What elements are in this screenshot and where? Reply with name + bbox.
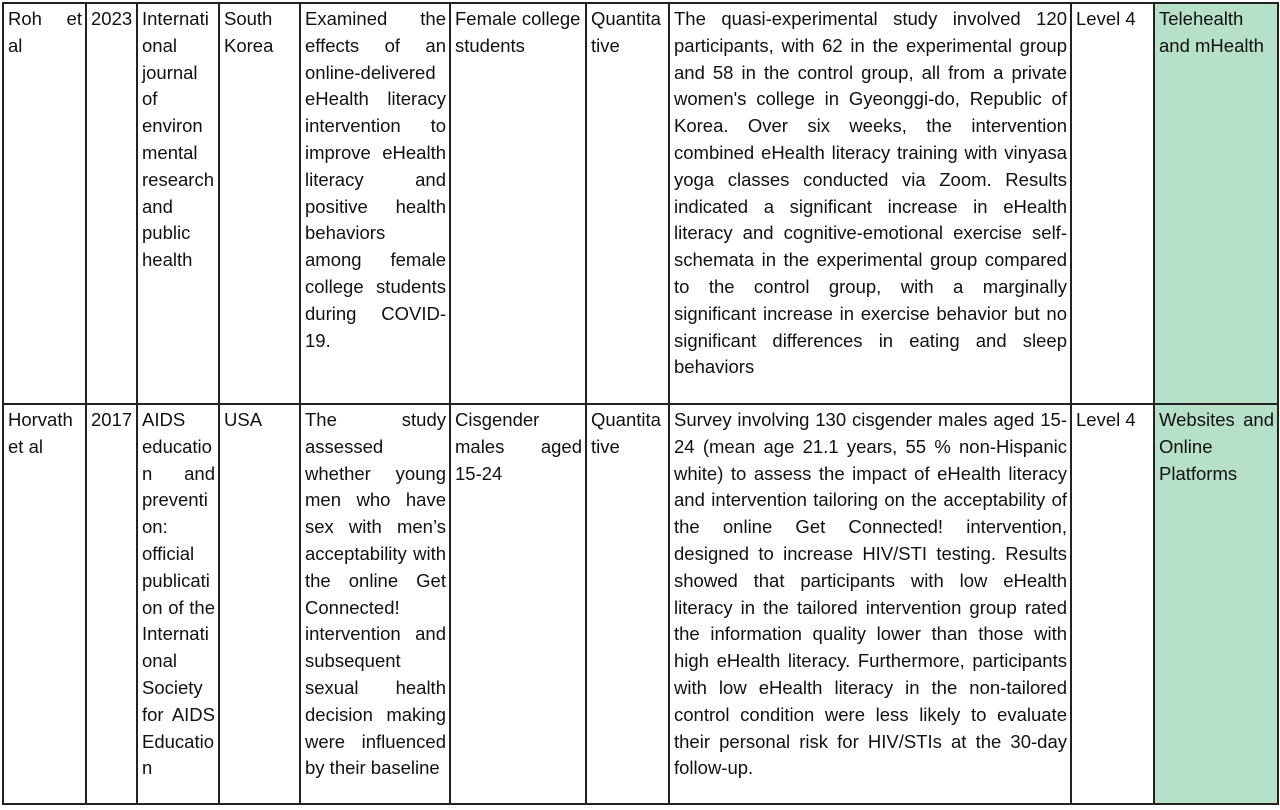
table-row [3,3,1278,404]
category-cell: Websites and Online Platforms [1154,404,1278,804]
summary-cell: Survey involving 130 cisgender males aged 15-24 (mean age 21.1 years, 55 % non-Hispanic white) to assess the impact of eHealth literacy and intervention tailoring on the acceptability of the online Get Connected! intervention, designed to increase HIV/STI testing. Results showed that participants with low eHealth literacy in the tailored intervention group rated the information quality lower than those with high eHealth literacy. Furthermore, participants with low eHealth literacy in the non-tailored control condition were less likely to evaluate their personal risk for HIV/STIs at the 30-day follow-up. [669,404,1071,804]
year-cell: 2017 [86,404,137,804]
aim-cell: Examined the effects of an online-delivered eHealth literacy intervention to improve eHealth literacy and positive health behaviors among female college students during COVID-19. [300,3,450,404]
design-cell: Quantitative [586,404,669,804]
aim-cell: The study assessed whether young men who have sex with men’s acceptability with the online Get Connected! intervention and subsequent sexual health decision making were influenced by their baseline [300,404,450,804]
population-cell: Cisgender males aged 15-24 [450,404,586,804]
country-cell: USA [219,404,300,804]
country-cell: South Korea [219,3,300,404]
category-cell: Telehealth and mHealth [1154,3,1278,404]
author-cell: Horvath et al [3,404,86,804]
literature-review-table [2,2,1279,805]
journal-cell: AIDS education and prevention: official publication of the International Society for AIDS Education [137,404,219,804]
journal-cell: International journal of environmental research and public health [137,3,219,404]
year-cell: 2023 [86,3,137,404]
evidence-level-cell: Level 4 [1071,404,1154,804]
design-cell: Quantitative [586,3,669,404]
author-cell: Roh et al [3,3,86,404]
evidence-level-cell: Level 4 [1071,3,1154,404]
table-row [3,404,1278,804]
summary-cell: The quasi-experimental study involved 120 participants, with 62 in the experimental group and 58 in the control group, all from a private women's college in Gyeonggi-do, Republic of Korea. Over six weeks, the intervention combined eHealth literacy training with vinyasa yoga classes conducted via Zoom. Results indicated a significant increase in eHealth literacy and cognitive-emotional exercise self-schemata in the experimental group compared to the control group, with a marginally significant increase in exercise behavior but no significant differences in eating and sleep behaviors [669,3,1071,404]
population-cell: Female college students [450,3,586,404]
